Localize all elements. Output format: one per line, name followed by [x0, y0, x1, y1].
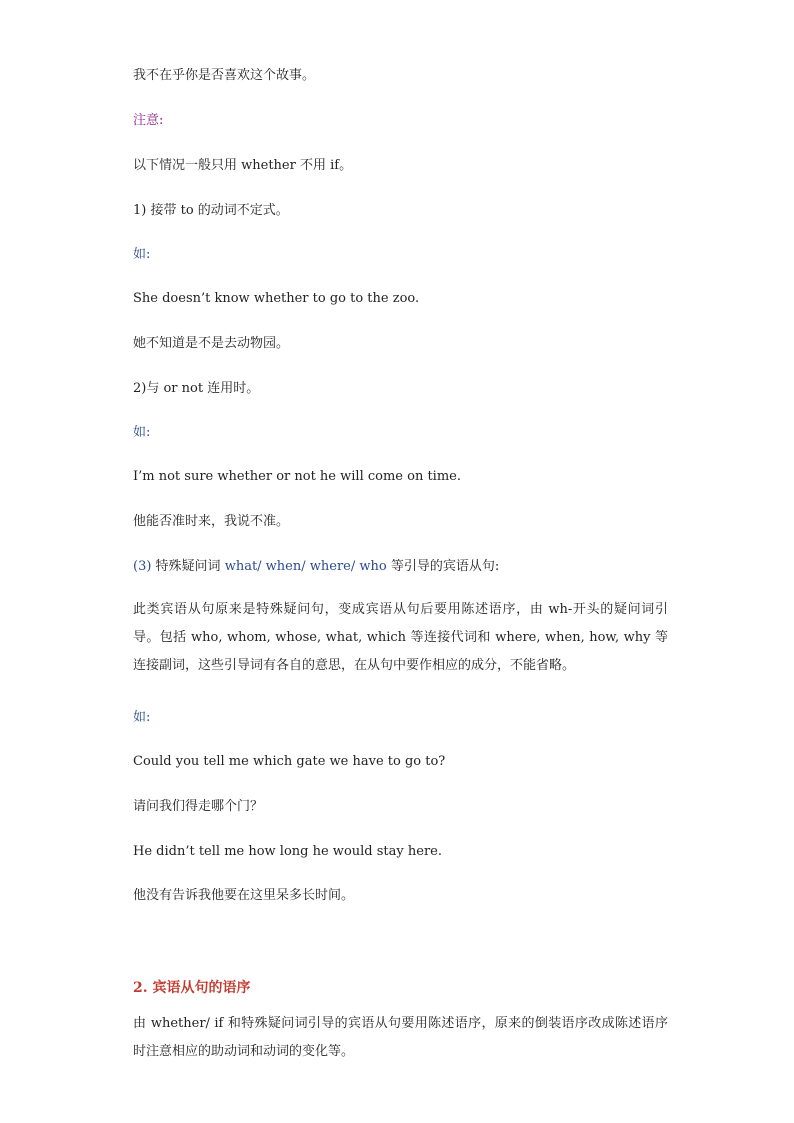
example-sentence: He didn’t tell me how long he would stay here.	[133, 844, 442, 859]
rule-1: 1) 接带 to 的动词不定式。	[133, 203, 289, 218]
rule-text-b: 等引导的宾语从句:	[386, 559, 500, 574]
section-paragraph: 由 whether/ if 和特殊疑问词引导的宾语从句要用陈述语序，原来的倒装语序改成陈述语序时注意相应的助动词和动词的变化等。	[133, 1016, 668, 1059]
example-translation: 她不知道是不是去动物园。	[133, 336, 290, 351]
example-translation: 请问我们得走哪个门？	[133, 799, 264, 814]
example-label: 如:	[133, 425, 151, 440]
example-label: 如:	[133, 247, 151, 262]
example-translation: 他没有告诉我他要在这里呆多长时间。	[133, 888, 355, 903]
example-label: 如:	[133, 710, 151, 725]
example-sentence: She doesn’t know whether to go to the zoo.	[133, 291, 420, 306]
example-sentence: Could you tell me which gate we have to go to?	[133, 754, 446, 769]
rule-number: (3)	[133, 559, 156, 574]
rule-intro: 以下情况一般只用 whether 不用 if。	[133, 158, 353, 173]
explanation-paragraph: 此类宾语从句原来是特殊疑问句，变成宾语从句后要用陈述语序，由 wh-开头的疑问词引导。包括 who, whom, whose, what, which 等连接代词和 where, when, how, why 等连接副词，这些引导词有各自的意思，在从句中要作相应的成分，不能省略。	[133, 602, 668, 673]
rule-text-a: 特殊疑问词	[155, 559, 225, 574]
example-sentence: I’m not sure whether or not he will come on time.	[133, 469, 461, 484]
wh-words: what/ when/ where/ who	[224, 559, 387, 574]
example-translation: 他能否准时来，我说不准。	[133, 514, 290, 529]
rule-3	[133, 559, 668, 575]
sentence-translation: 我不在乎你是否喜欢这个故事。	[133, 68, 316, 83]
note-label: 注意:	[133, 113, 164, 128]
section-heading: 2. 宾语从句的语序	[133, 980, 251, 996]
rule-2: 2)与 or not 连用时。	[133, 381, 260, 396]
